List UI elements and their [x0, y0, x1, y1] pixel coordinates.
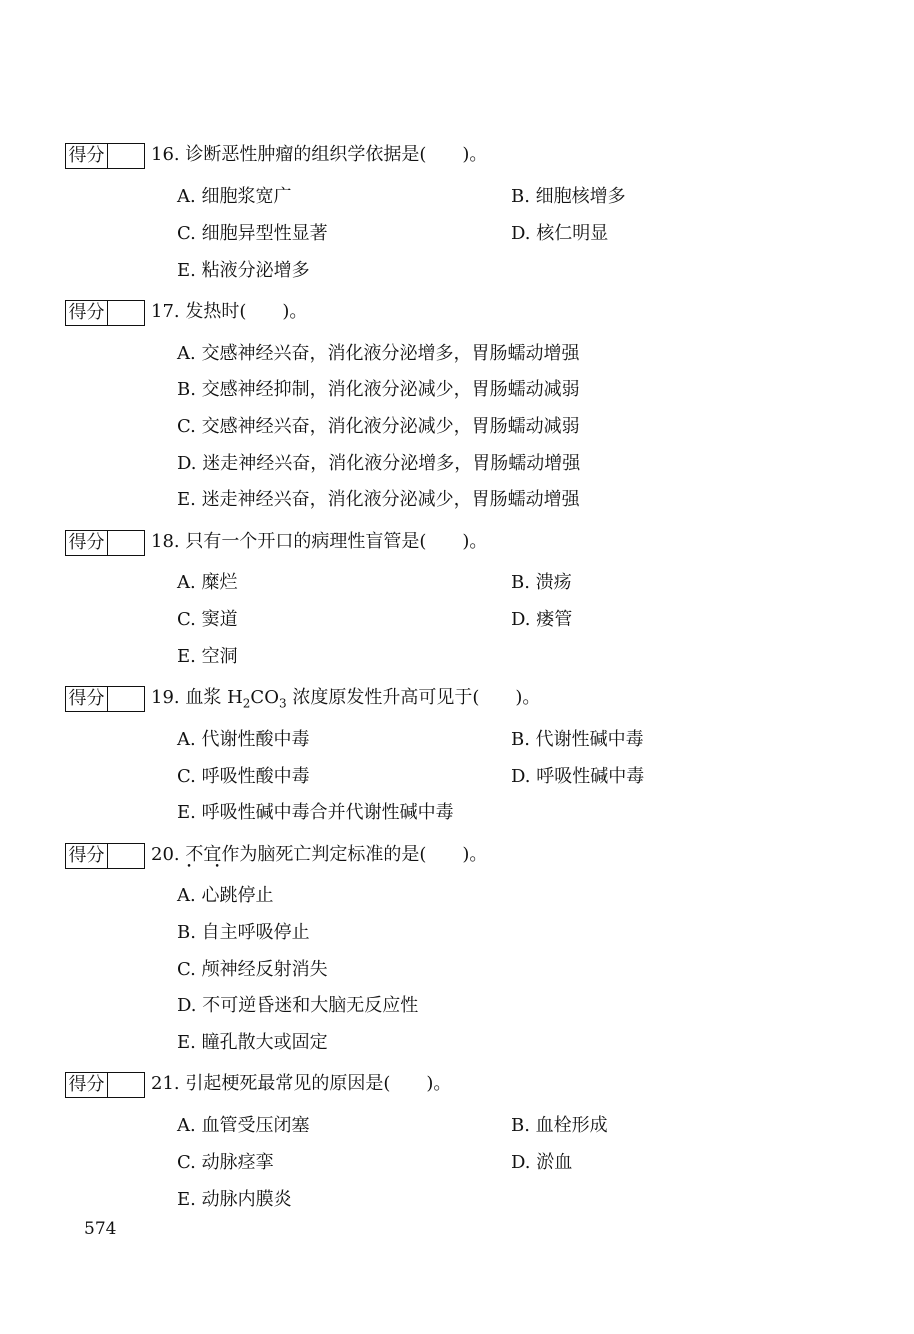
score-label: 得分 — [66, 687, 108, 711]
option-a[interactable]: A. 交感神经兴奋，消化液分泌增多，胃肠蠕动增强 — [177, 343, 580, 364]
score-label: 得分 — [66, 1073, 108, 1097]
score-blank[interactable] — [108, 144, 144, 168]
score-label: 得分 — [66, 531, 108, 555]
question-stem: 17. 发热时( )。 — [151, 301, 308, 322]
score-box — [65, 300, 145, 326]
stem-prefix: 19. 血浆 H — [151, 687, 243, 708]
option-c[interactable]: C. 窦道 — [177, 609, 238, 630]
option-c[interactable]: C. 细胞异型性显著 — [177, 223, 328, 244]
option-c[interactable]: C. 交感神经兴奋，消化液分泌减少，胃肠蠕动减弱 — [177, 416, 580, 437]
score-blank[interactable] — [108, 301, 144, 325]
option-a[interactable]: A. 糜烂 — [177, 572, 238, 593]
page-number: 574 — [84, 1219, 117, 1239]
option-d[interactable]: D. 淤血 — [511, 1152, 573, 1173]
stem-emphasis: 不宜 • • — [185, 844, 221, 865]
option-d[interactable]: D. 核仁明显 — [511, 223, 609, 244]
score-label: 得分 — [66, 144, 108, 168]
option-b[interactable]: B. 自主呼吸停止 — [177, 922, 310, 943]
option-d[interactable]: D. 呼吸性碱中毒 — [511, 766, 645, 787]
option-d[interactable]: D. 迷走神经兴奋，消化液分泌增多，胃肠蠕动增强 — [177, 453, 581, 474]
option-e[interactable]: E. 空洞 — [177, 646, 238, 667]
score-box — [65, 143, 145, 169]
question-stem — [151, 842, 487, 868]
stem-formula: CO — [250, 687, 279, 708]
option-a[interactable]: A. 细胞浆宽广 — [177, 186, 292, 207]
score-label: 得分 — [66, 844, 108, 868]
option-d[interactable]: D. 瘘管 — [511, 609, 573, 630]
question-stem: 16. 诊断恶性肿瘤的组织学依据是( )。 — [151, 144, 488, 165]
score-box — [65, 686, 145, 712]
option-d[interactable]: D. 不可逆昏迷和大脑无反应性 — [177, 995, 419, 1016]
score-blank[interactable] — [108, 531, 144, 555]
option-b[interactable]: B. 交感神经抑制，消化液分泌减少，胃肠蠕动减弱 — [177, 379, 580, 400]
stem-suffix: 浓度原发性升高可见于( )。 — [286, 687, 541, 708]
option-e[interactable]: E. 迷走神经兴奋，消化液分泌减少，胃肠蠕动增强 — [177, 489, 580, 510]
option-e[interactable]: E. 粘液分泌增多 — [177, 260, 310, 281]
stem-rest: 作为脑死亡判定标准的是( )。 — [221, 844, 488, 865]
option-b[interactable]: B. 细胞核增多 — [511, 186, 626, 207]
question-stem — [151, 685, 540, 717]
score-blank[interactable] — [108, 687, 144, 711]
question-stem: 21. 引起梗死最常见的原因是( )。 — [151, 1073, 452, 1094]
option-b[interactable]: B. 代谢性碱中毒 — [511, 729, 644, 750]
subscript-3: 3 — [278, 696, 287, 711]
score-box — [65, 530, 145, 556]
score-blank[interactable] — [108, 844, 144, 868]
option-c[interactable]: C. 颅神经反射消失 — [177, 959, 328, 980]
score-blank[interactable] — [108, 1073, 144, 1097]
option-e[interactable]: E. 呼吸性碱中毒合并代谢性碱中毒 — [177, 802, 454, 823]
option-c[interactable]: C. 呼吸性酸中毒 — [177, 766, 310, 787]
option-e[interactable]: E. 动脉内膜炎 — [177, 1189, 292, 1210]
option-a[interactable]: A. 血管受压闭塞 — [177, 1115, 310, 1136]
question-stem: 18. 只有一个开口的病理性盲管是( )。 — [151, 531, 488, 552]
score-box — [65, 1072, 145, 1098]
score-box — [65, 843, 145, 869]
subscript-2: 2 — [242, 696, 251, 711]
stem-number: 20. — [151, 844, 186, 865]
score-label: 得分 — [66, 301, 108, 325]
option-b[interactable]: B. 血栓形成 — [511, 1115, 608, 1136]
option-c[interactable]: C. 动脉痉挛 — [177, 1152, 274, 1173]
option-b[interactable]: B. 溃疡 — [511, 572, 572, 593]
option-a[interactable]: A. 心跳停止 — [177, 885, 274, 906]
option-e[interactable]: E. 瞳孔散大或固定 — [177, 1032, 328, 1053]
option-a[interactable]: A. 代谢性酸中毒 — [177, 729, 310, 750]
